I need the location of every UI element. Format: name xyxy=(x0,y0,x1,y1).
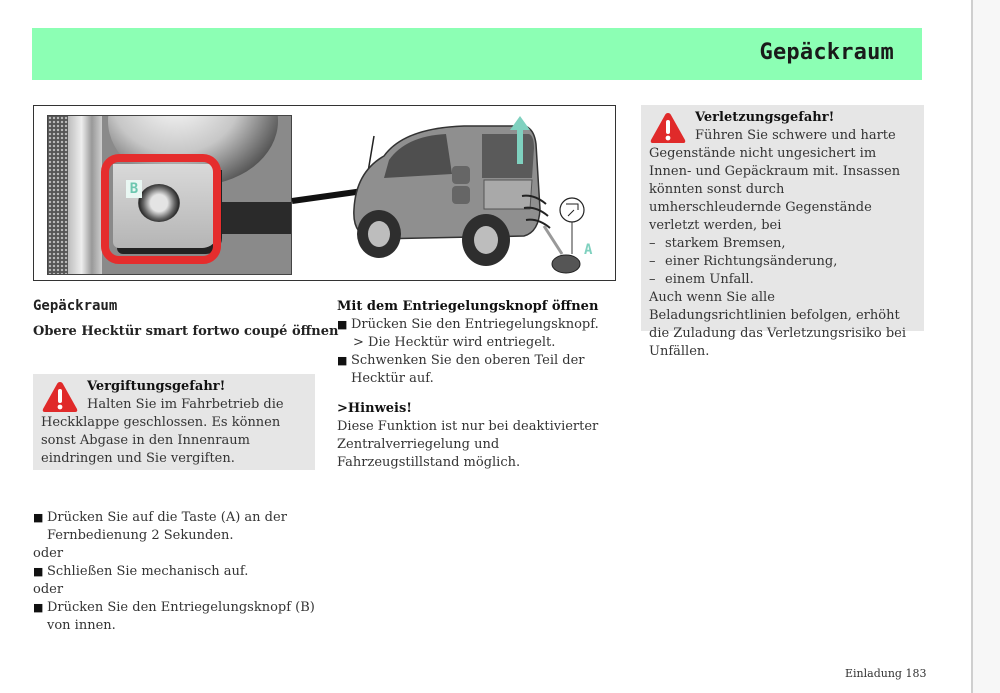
car-rear-icon xyxy=(334,114,604,279)
section-subtitle: Obere Hecktür smart fortwo coupé öffnen xyxy=(33,324,339,339)
note-text: Diese Funktion ist nur bei deaktivierter Zentralverriegelung und Fahrzeugstillstand möglich. xyxy=(337,419,599,470)
note-heading: >Hinweis! xyxy=(337,401,412,416)
warning-intro: Führen Sie schwere und harte Gegenstände nicht ungesichert im Innen- und Gepäckraum mit. Insassen könnten sonst durch umherschleudernde Gegenstände verletzt werden, bei xyxy=(649,128,901,233)
highlight-frame xyxy=(101,154,221,264)
page-title: Gepäckraum xyxy=(759,40,894,65)
section-title: Gepäckraum xyxy=(33,298,118,314)
injury-warning xyxy=(641,105,924,359)
trunk-illustration xyxy=(33,105,616,281)
bullet-square-icon: ■ xyxy=(33,565,44,578)
warning-triangle-icon xyxy=(649,111,687,145)
bullet-square-icon: ■ xyxy=(337,318,348,331)
list-item: – einem Unfall. xyxy=(649,272,754,287)
door-pillar xyxy=(68,116,102,274)
warning-text: Halten Sie im Fahrbetrieb die Heckklappe geschlossen. Es können sonst Abgase in den Innenraum eindringen und Sie vergiften. xyxy=(41,397,284,466)
poisoning-warning xyxy=(33,374,315,470)
list-item: – starkem Bremsen, xyxy=(649,236,786,251)
list-item: ■ Schwenken Sie den oberen Teil der Hecktür auf. xyxy=(337,353,585,386)
page-gutter xyxy=(971,0,1000,693)
page-footer: Einladung 183 xyxy=(845,667,927,680)
label-b: B xyxy=(126,180,142,198)
release-button-instructions xyxy=(337,298,617,472)
or-text: oder xyxy=(33,582,64,597)
instructions-heading: Mit dem Entriegelungsknopf öffnen xyxy=(337,299,599,314)
header-band xyxy=(32,28,922,80)
speaker-grille xyxy=(48,116,68,274)
remote-steps xyxy=(33,509,323,635)
result-text: > Die Hecktür wird entriegelt. xyxy=(353,335,556,350)
release-button-closeup xyxy=(47,115,292,275)
list-item: ■ Drücken Sie den Entriegelungsknopf. xyxy=(337,317,599,332)
list-item: ■ Drücken Sie auf die Taste (A) an der Fernbedienung 2 Sekunden. xyxy=(33,510,287,543)
list-item: ■ Schließen Sie mechanisch auf. xyxy=(33,564,249,579)
list-item: ■ Drücken Sie den Entriegelungsknopf (B) von innen. xyxy=(33,600,315,633)
list-item: – einer Richtungsänderung, xyxy=(649,254,838,269)
bullet-square-icon: ■ xyxy=(33,601,44,614)
bullet-square-icon: ■ xyxy=(33,511,44,524)
bullet-square-icon: ■ xyxy=(337,354,348,367)
or-text: oder xyxy=(33,546,64,561)
warning-outro: Auch wenn Sie alle Beladungsrichtlinien befolgen, erhöht die Zuladung das Verletzungsrisiko bei Unfällen. xyxy=(649,290,906,359)
warning-title: Vergiftungsgefahr! xyxy=(87,379,226,394)
warning-title: Verletzungsgefahr! xyxy=(695,110,835,125)
label-a: A xyxy=(584,242,593,258)
warning-triangle-icon xyxy=(41,380,79,414)
